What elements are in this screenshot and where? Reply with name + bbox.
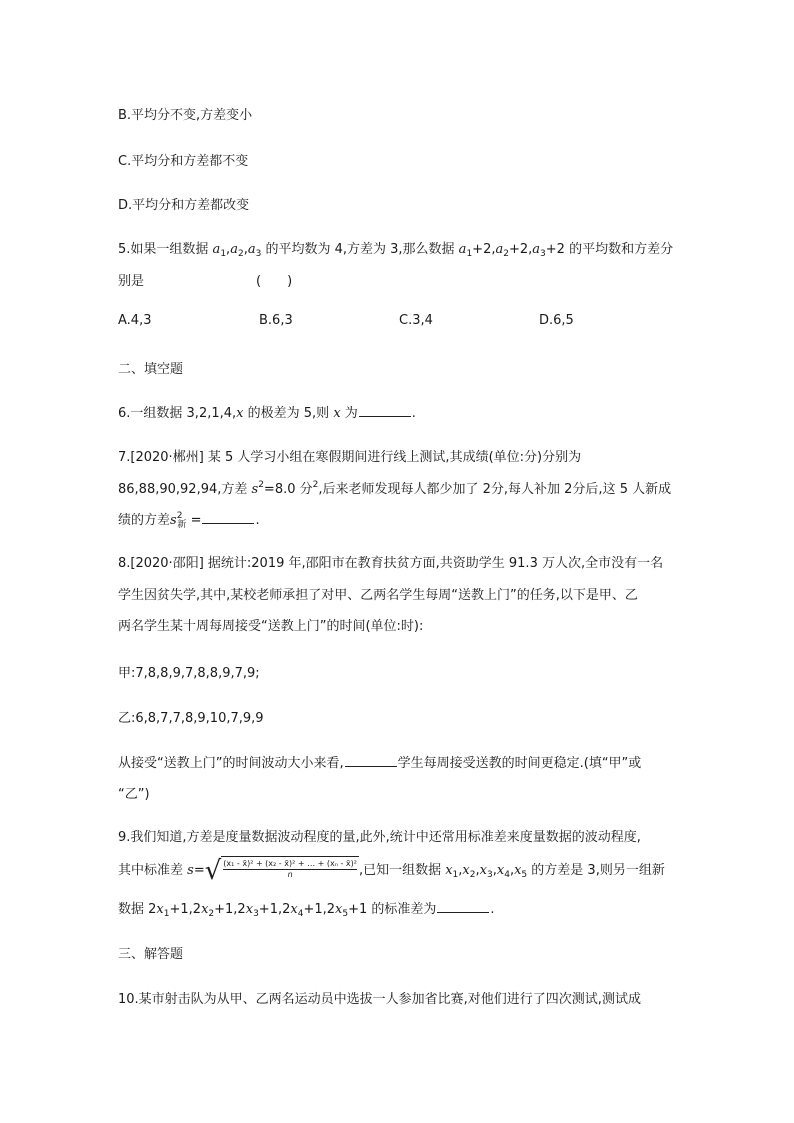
- question-8-line-1: 8.[2020·邵阳] 据统计:2019 年,邵阳市在教育扶贫方面,共资助学生 91.3 万人次,全市没有一名: [118, 556, 664, 571]
- question-8-line-3: 两名学生某十周每周接受“送教上门”的时间(单位:时):: [118, 619, 424, 634]
- option-c: C.平均分和方差都不变: [118, 154, 249, 169]
- section-solve-heading: 三、解答题: [118, 947, 184, 962]
- answer-blank[interactable]: [437, 900, 489, 913]
- sqrt-symbol: √: [204, 855, 222, 886]
- option-d: D.平均分和方差都改变: [118, 198, 250, 213]
- q5-option-a: A.4,3: [118, 313, 152, 328]
- question-8-line-2: 学生因贫失学,其中,某校老师承担了对甲、乙两名学生每周“送教上门”的任务,以下是甲、乙: [118, 588, 638, 603]
- question-7-line-1: 7.[2020·郴州] 某 5 人学习小组在寒假期间进行线上测试,其成绩(单位:分)分别为: [118, 450, 582, 465]
- answer-blank[interactable]: [345, 754, 397, 767]
- q5-option-b: B.6,3: [259, 313, 293, 328]
- answer-paren: ( ): [256, 274, 293, 289]
- question-10-line-1: 10.某市射击队为从甲、乙两名运动员中选拔一人参加省比赛,对他们进行了四次测试,测试成: [118, 992, 641, 1007]
- question-5-line-2: 别是: [118, 274, 145, 289]
- q5-option-c: C.3,4: [399, 313, 433, 328]
- std-formula: $\frac{\text{(x₁ - x̄)² + (x₂ - x̄)² + … + (xₙ - x̄)²}}{n}$: [221, 856, 359, 885]
- section-fill-in-heading: 二、填空题: [118, 362, 184, 377]
- question-7-line-3: 绩的方差$s^2_新$ = .: [118, 511, 260, 530]
- answer-blank[interactable]: [359, 404, 411, 417]
- question-5-line-1: 5.如果一组数据 $a_1,a_2,a_3$ 的平均数为 4,方差为 3,那么数据 $a_1+2,a_2+2,a_3+2$ 的平均数和方差分: [118, 242, 674, 259]
- question-9-line-3: 数据 $2x_1+1,2x_2+1,2x_3+1,2x_4+1,2x_5+1$ 的标准差为 .: [118, 902, 495, 919]
- question-7-line-2: 86,88,90,92,94,方差 $s^2=8.0$ 分$^2$,后来老师发现每人都少加了 2分,每人补加 2分后,这 5 人新成: [118, 480, 672, 497]
- data-jia: 甲:7,8,8,9,7,8,8,9,7,9;: [118, 666, 260, 681]
- question-8-line-7: “乙”): [118, 787, 150, 802]
- answer-blank[interactable]: [202, 511, 254, 524]
- data-yi: 乙:6,8,7,7,8,9,10,7,9,9: [118, 711, 264, 726]
- question-9-line-1: 9.我们知道,方差是度量数据波动程度的量,此外,统计中还常用标准差来度量数据的波动程度,: [118, 830, 641, 845]
- question-9-line-2: 其中标准差 s=√ $\frac{\text{(x₁ - x̄)² + (x₂ - x̄)² + … + (xₙ - x̄)²}}{n}$ ,已知一组数据 $x_1,x_2,x_3,x_4,x_5$ 的方差是 3,则另一组新: [118, 855, 665, 886]
- q5-option-d: D.6,5: [539, 313, 574, 328]
- question-6: 6.一组数据 3,2,1,4,x 的极差为 5,则 x 为 .: [118, 406, 416, 421]
- question-8-line-6: 从接受“送教上门”的时间波动大小来看, 学生每周接受送教的时间更稳定.(填“甲”或: [118, 756, 642, 771]
- option-b: B.平均分不变,方差变小: [118, 108, 253, 123]
